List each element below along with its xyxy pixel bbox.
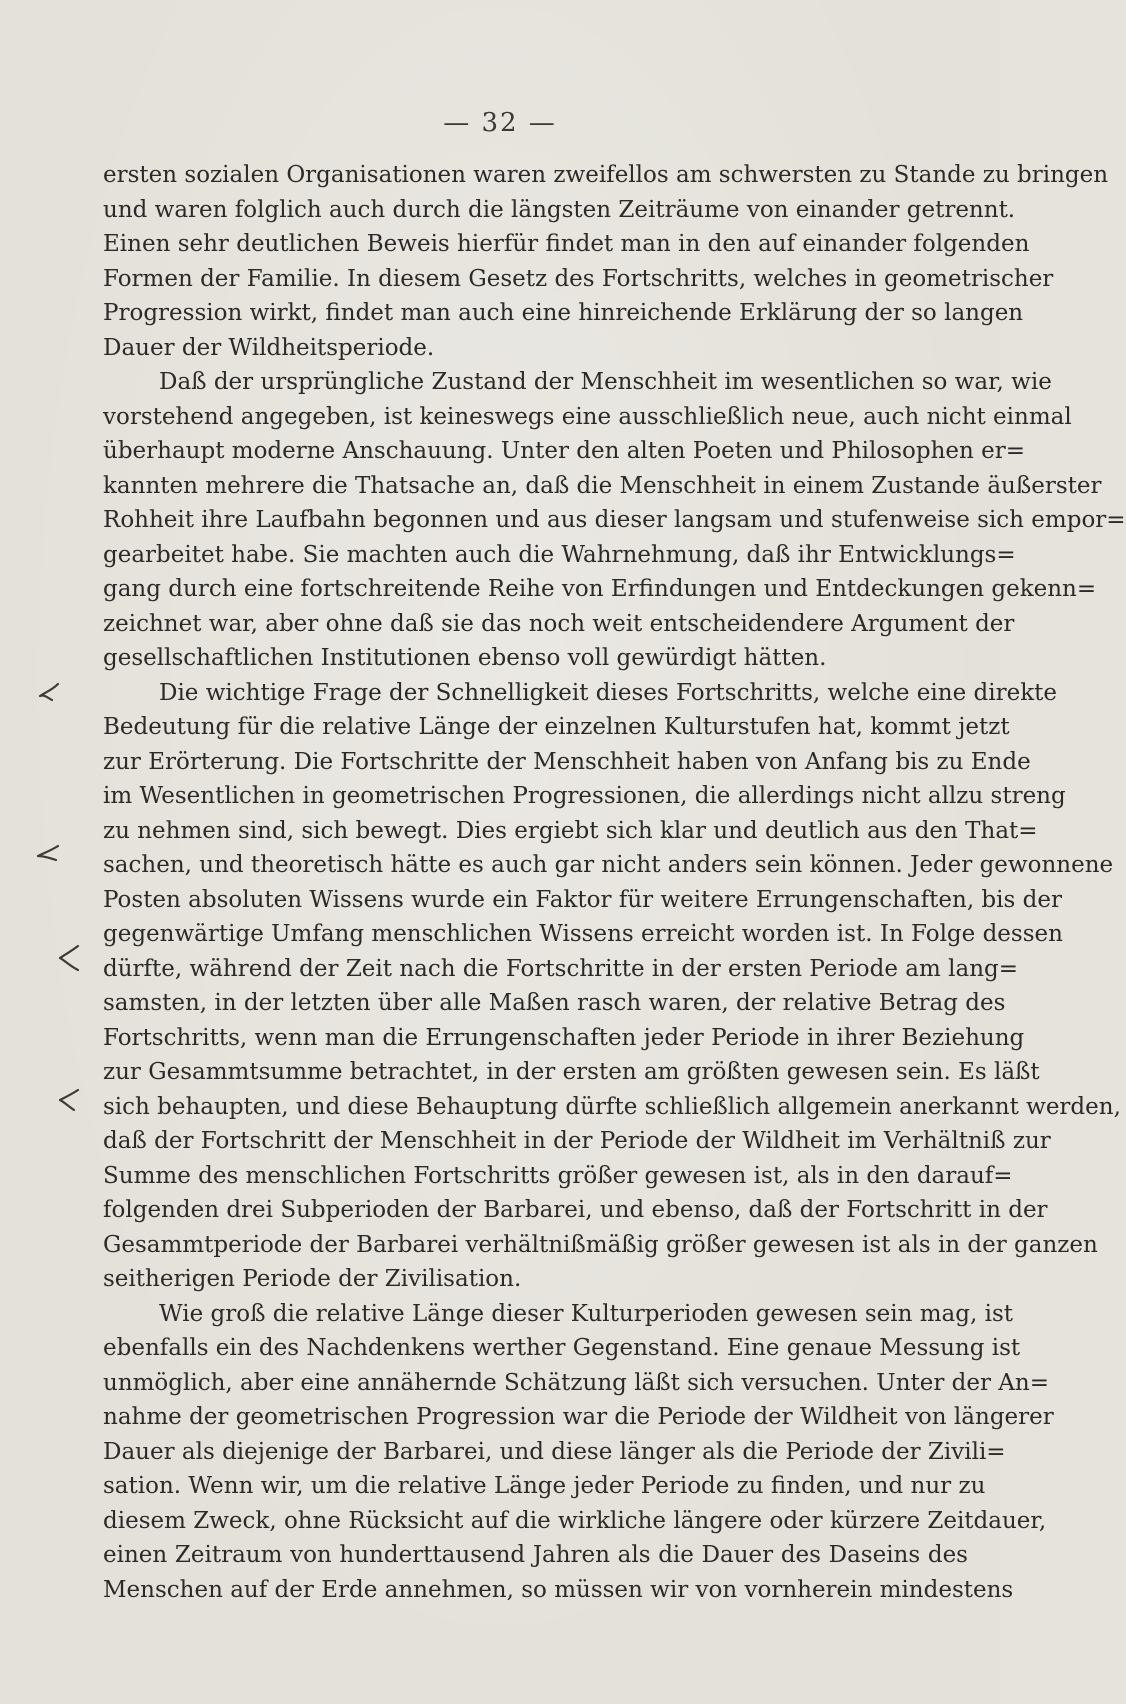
text-line: Daß der ursprüngliche Zustand der Menschheit im wesentlichen so war, wie	[159, 369, 1052, 395]
paragraph	[103, 158, 1109, 365]
text-line: Rohheit ihre Laufbahn begonnen und aus dieser langsam und stufenweise sich empor=	[103, 507, 1126, 533]
paragraph	[103, 676, 1121, 1297]
paragraph	[103, 1297, 1054, 1608]
text-line: diesem Zweck, ohne Rücksicht auf die wirkliche längere oder kürzere Zeitdauer,	[103, 1507, 1047, 1534]
text-line: Einen sehr deutlichen Beweis hierfür findet man in den auf einander folgenden	[103, 231, 1030, 257]
text-line: Wie groß die relative Länge dieser Kulturperioden gewesen sein mag, ist	[159, 1300, 1014, 1327]
text-line: Dauer als diejenige der Barbarei, und diese länger als die Periode der Zivili=	[103, 1438, 1006, 1465]
text-line: unmöglich, aber eine annähernde Schätzung läßt sich versuchen. Unter der An=	[103, 1369, 1049, 1396]
pencil-tick-mark-icon	[34, 840, 68, 868]
paragraph	[103, 365, 1126, 676]
text-line: gesellschaftlichen Institutionen ebenso voll gewürdigt hätten.	[103, 645, 827, 671]
text-line: vorstehend angegeben, ist keineswegs eine ausschließlich neue, auch nicht einmal	[103, 403, 1072, 430]
text-line: sachen, und theoretisch hätte es auch gar nicht anders sein können. Jeder gewonnene	[103, 852, 1114, 878]
text-line: Formen der Familie. In diesem Gesetz des Fortschritts, welches in geometrischer	[103, 265, 1054, 292]
text-line: samsten, in der letzten über alle Maßen rasch waren, der relative Betrag des	[103, 990, 1006, 1016]
text-line: folgenden drei Subperioden der Barbarei, und ebenso, daß der Fortschritt in der	[103, 1197, 1048, 1223]
text-line: Menschen auf der Erde annehmen, so müssen wir von vornherein mindestens	[103, 1576, 1014, 1603]
page-number: — 32 —	[443, 108, 557, 138]
body-text	[103, 158, 1126, 1607]
text-line: im Wesentlichen in geometrischen Progressionen, die allerdings nicht allzu streng	[103, 783, 1066, 809]
text-line: Fortschritts, wenn man die Errungenschaften jeder Periode in ihrer Beziehung	[103, 1024, 1025, 1051]
pencil-tick-mark-icon	[56, 944, 90, 972]
text-line: einen Zeitraum von hunderttausend Jahren als die Dauer des Daseins des	[103, 1542, 968, 1568]
text-line: seitherigen Periode der Zivilisation.	[103, 1266, 522, 1292]
text-line: Dauer der Wildheitsperiode.	[103, 334, 435, 361]
text-line: kannten mehrere die Thatsache an, daß die Menschheit in einem Zustande äußerster	[103, 472, 1102, 499]
text-line: sich behaupten, und diese Behauptung dürfte schließlich allgemein anerkannt werden,	[103, 1093, 1121, 1120]
text-line: Summe des menschlichen Fortschritts größer gewesen ist, als in den darauf=	[103, 1162, 1013, 1189]
text-line: Bedeutung für die relative Länge der einzelnen Kulturstufen hat, kommt jetzt	[103, 714, 1010, 740]
text-line: und waren folglich auch durch die längsten Zeiträume von einander getrennt.	[103, 196, 1016, 223]
text-line: gearbeitet habe. Sie machten auch die Wahrnehmung, daß ihr Entwicklungs=	[103, 541, 1016, 568]
text-line: Posten absoluten Wissens wurde ein Faktor für weitere Errungenschaften, bis der	[103, 886, 1062, 913]
pencil-tick-mark-icon	[36, 676, 70, 704]
text-line: ersten sozialen Organisationen waren zweifellos am schwersten zu Stande zu bringen	[103, 162, 1109, 188]
text-line: nahme der geometrischen Progression war die Periode der Wildheit von längerer	[103, 1404, 1054, 1430]
text-line: gegenwärtige Umfang menschlichen Wissens erreicht worden ist. In Folge dessen	[103, 921, 1063, 947]
text-line: dürfte, während der Zeit nach die Fortschritte in der ersten Periode am lang=	[103, 955, 1019, 982]
text-line: Progression wirkt, findet man auch eine hinreichende Erklärung der so langen	[103, 300, 1024, 326]
text-line: zu nehmen sind, sich bewegt. Dies ergiebt sich klar und deutlich aus den That=	[103, 817, 1038, 844]
text-line: zeichnet war, aber ohne daß sie das noch weit entscheidendere Argument der	[103, 610, 1015, 637]
text-line: sation. Wenn wir, um die relative Länge jeder Periode zu finden, und nur zu	[103, 1473, 986, 1499]
pencil-tick-mark-icon	[56, 1086, 90, 1114]
text-line: Gesammtperiode der Barbarei verhältnißmäßig größer gewesen ist als in der ganzen	[103, 1231, 1098, 1258]
text-line: überhaupt moderne Anschauung. Unter den alten Poeten und Philosophen er=	[103, 438, 1026, 464]
text-line: zur Gesammtsumme betrachtet, in der ersten am größten gewesen sein. Es läßt	[103, 1059, 1040, 1085]
text-line: Die wichtige Frage der Schnelligkeit dieses Fortschritts, welche eine direkte	[159, 679, 1057, 706]
text-line: daß der Fortschritt der Menschheit in der Periode der Wildheit im Verhältniß zur	[103, 1128, 1051, 1154]
text-line: gang durch eine fortschreitende Reihe von Erfindungen und Entdeckungen gekenn=	[103, 576, 1097, 602]
text-line: ebenfalls ein des Nachdenkens werther Gegenstand. Eine genaue Messung ist	[103, 1335, 1021, 1361]
text-line: zur Erörterung. Die Fortschritte der Menschheit haben von Anfang bis zu Ende	[103, 748, 1031, 775]
